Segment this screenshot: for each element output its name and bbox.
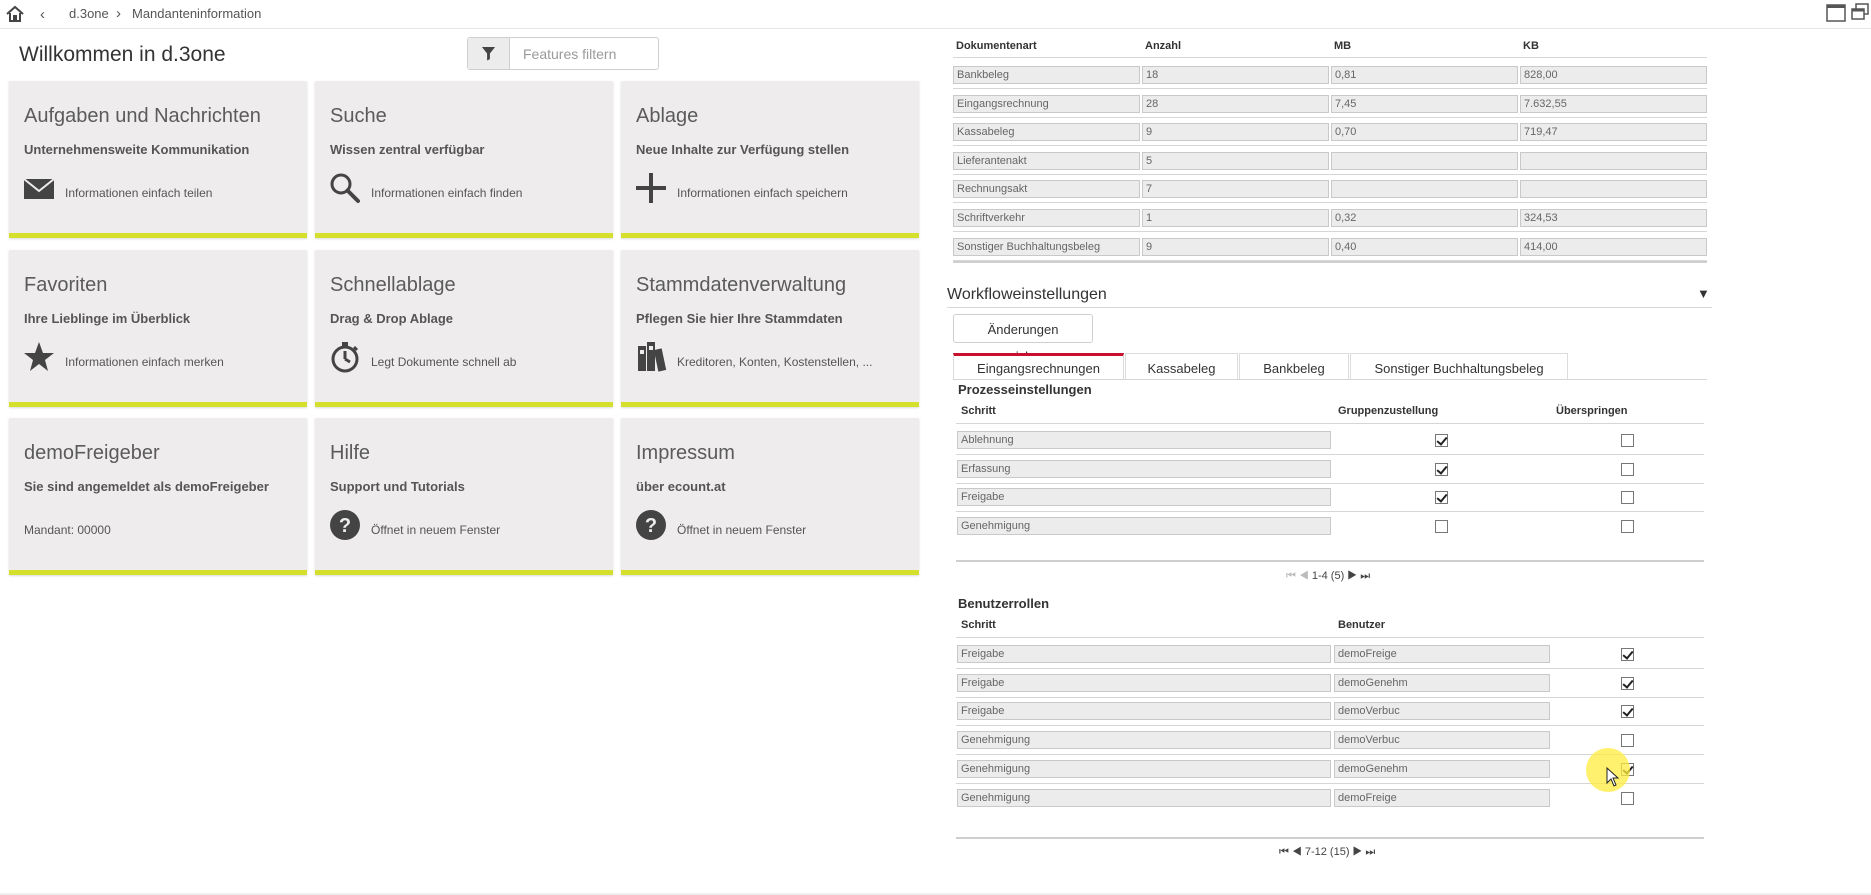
table-cell: 5 — [1142, 152, 1329, 170]
user-field: demoFreige — [1334, 645, 1550, 663]
tile-subtitle: Drag & Drop Ablage — [330, 311, 454, 326]
process-settings-title: Prozesseinstellungen — [958, 382, 1092, 397]
row-divider — [956, 725, 1704, 726]
tile-title: Stammdatenverwaltung — [636, 274, 847, 296]
table-cell — [1331, 180, 1518, 198]
table-cell: 828,00 — [1520, 66, 1707, 84]
table-cell: 719,47 — [1520, 123, 1707, 141]
tile-info: Mandant: 00000 — [24, 523, 111, 537]
header-divider — [953, 57, 1707, 58]
role-assign-checkbox[interactable] — [1621, 677, 1634, 690]
column-header: Anzahl — [1145, 40, 1182, 52]
window-restore-icon[interactable] — [1851, 3, 1869, 21]
user-field: demoFreige — [1334, 789, 1550, 807]
tile-link[interactable]: Öffnet in neuem Fenster — [677, 523, 807, 537]
feature-tile[interactable] — [621, 81, 919, 238]
prev-page-icon[interactable]: ◀ — [1291, 846, 1305, 858]
role-assign-checkbox[interactable] — [1621, 705, 1634, 718]
feature-tile[interactable] — [9, 418, 307, 575]
feature-tile[interactable] — [621, 418, 919, 575]
tile-title: demoFreigeber — [24, 442, 160, 464]
column-header: Schritt — [961, 405, 996, 417]
column-header: KB — [1523, 40, 1539, 52]
filter-button[interactable] — [468, 38, 510, 69]
row-divider — [956, 511, 1704, 512]
tile-title: Favoriten — [24, 274, 108, 296]
row-divider — [953, 88, 1707, 89]
row-divider — [953, 174, 1707, 175]
back-chevron-icon[interactable]: ‹ — [40, 6, 45, 23]
header-divider — [956, 423, 1704, 424]
step-field: Freigabe — [957, 702, 1331, 720]
feature-tile[interactable] — [315, 81, 613, 238]
column-header: Gruppenzustellung — [1338, 405, 1439, 417]
user-field: demoVerbuc — [1334, 702, 1550, 720]
binders-icon — [634, 340, 668, 374]
step-field: Genehmigung — [957, 517, 1331, 535]
role-assign-checkbox[interactable] — [1621, 792, 1634, 805]
svg-text:?: ? — [644, 515, 658, 537]
user-field: demoVerbuc — [1334, 731, 1550, 749]
row-divider — [956, 668, 1704, 669]
feature-tile[interactable] — [315, 250, 613, 407]
tile-subtitle: Neue Inhalte zur Verfügung stellen — [636, 142, 850, 157]
tab-eingangsrechnungen[interactable]: Eingangsrechnungen — [953, 353, 1124, 380]
row-divider — [956, 697, 1704, 698]
breadcrumb-current: Mandanteninformation — [132, 6, 262, 21]
tile-link[interactable]: Öffnet in neuem Fenster — [371, 523, 501, 537]
svg-text:?: ? — [338, 515, 352, 537]
table-cell: 324,53 — [1520, 209, 1707, 227]
home-icon[interactable] — [5, 4, 25, 24]
tile-subtitle: Ihre Lieblinge im Überblick — [24, 311, 191, 326]
tile-link[interactable]: Informationen einfach merken — [65, 355, 224, 369]
column-header: Dokumentenart — [956, 40, 1037, 52]
feature-tile[interactable] — [9, 81, 307, 238]
table-cell: 7,45 — [1331, 95, 1518, 113]
role-assign-checkbox[interactable] — [1621, 734, 1634, 747]
table-cell: 1 — [1142, 209, 1329, 227]
step-field: Freigabe — [957, 645, 1331, 663]
tile-subtitle: Sie sind angemeldet als demoFreigeber — [24, 479, 269, 494]
group-delivery-checkbox[interactable] — [1435, 463, 1448, 476]
first-page-icon[interactable]: ⏮ — [1279, 846, 1292, 858]
process-pager — [1286, 570, 1370, 583]
tab-kassabeleg[interactable]: Kassabeleg — [1125, 353, 1238, 380]
breadcrumb-separator-icon: › — [116, 5, 121, 22]
table-bottom-border — [953, 261, 1707, 263]
table-cell: 9 — [1142, 123, 1329, 141]
tab-bankbeleg[interactable]: Bankbeleg — [1239, 353, 1349, 380]
step-field: Ablehnung — [957, 431, 1331, 449]
column-header: Überspringen — [1556, 405, 1628, 417]
table-cell: Schriftverkehr — [953, 209, 1140, 227]
step-field: Genehmigung — [957, 731, 1331, 749]
group-delivery-checkbox[interactable] — [1435, 520, 1448, 533]
tile-title: Aufgaben und Nachrichten — [24, 105, 261, 127]
skip-checkbox[interactable] — [1621, 520, 1634, 533]
user-field: demoGenehm — [1334, 760, 1550, 778]
row-divider — [953, 145, 1707, 146]
feature-filter — [467, 37, 659, 70]
roles-pager — [1279, 846, 1375, 859]
tile-title: Impressum — [636, 442, 735, 464]
tile-subtitle: Unternehmensweite Kommunikation — [24, 142, 250, 157]
tile-title: Ablage — [636, 105, 699, 127]
tile-link[interactable]: Kreditoren, Konten, Kostenstellen, ... — [677, 355, 873, 369]
tab-sonstiger-buchhaltungsbeleg[interactable]: Sonstiger Buchhaltungsbeleg — [1350, 353, 1568, 380]
table-cell: 7.632,55 — [1520, 95, 1707, 113]
tile-title: Hilfe — [330, 442, 371, 464]
table-cell — [1520, 180, 1707, 198]
envelope-icon — [22, 171, 56, 205]
tile-link[interactable]: Informationen einfach finden — [371, 186, 523, 200]
magnifier-icon — [328, 171, 362, 205]
mouse-pointer-icon — [1606, 767, 1620, 787]
row-divider — [956, 454, 1704, 455]
table-cell: 0,40 — [1331, 238, 1518, 256]
table-cell: Bankbeleg — [953, 66, 1140, 84]
column-header: MB — [1334, 40, 1352, 52]
skip-checkbox[interactable] — [1621, 434, 1634, 447]
feature-filter-input[interactable] — [511, 38, 658, 69]
header-divider — [956, 637, 1704, 638]
table-cell — [1331, 152, 1518, 170]
tile-subtitle: Support und Tutorials — [330, 479, 465, 494]
tile-title: Schnellablage — [330, 274, 456, 296]
feature-tile[interactable] — [315, 418, 613, 575]
feature-tile[interactable] — [621, 250, 919, 407]
page-indicator: 1-4 (5) — [1311, 570, 1345, 582]
table-cell: Lieferantenakt — [953, 152, 1140, 170]
tabs-divider — [953, 379, 1707, 380]
tile-subtitle: Pflegen Sie hier Ihre Stammdaten — [636, 311, 843, 326]
tile-link[interactable]: Legt Dokumente schnell ab — [371, 355, 517, 369]
step-field: Freigabe — [957, 674, 1331, 692]
table-cell: 18 — [1142, 66, 1329, 84]
skip-checkbox[interactable] — [1621, 463, 1634, 476]
skip-checkbox[interactable] — [1621, 491, 1634, 504]
window-maximize-icon[interactable] — [1826, 4, 1846, 22]
next-page-icon[interactable]: ▶ — [1349, 846, 1366, 858]
step-field: Genehmigung — [957, 789, 1331, 807]
step-field: Genehmigung — [957, 760, 1331, 778]
table-cell — [1520, 152, 1707, 170]
collapse-triangle-icon[interactable]: ▼ — [1697, 286, 1710, 301]
table-bottom-border — [956, 837, 1704, 839]
group-delivery-checkbox[interactable] — [1435, 434, 1448, 447]
table-cell: Sonstiger Buchhaltungsbeleg — [953, 238, 1140, 256]
table-cell: 0,70 — [1331, 123, 1518, 141]
section-divider — [947, 307, 1712, 308]
stopwatch-icon — [328, 340, 362, 374]
page-indicator: 7-12 (15) — [1304, 846, 1350, 858]
top-bar — [0, 0, 1871, 29]
step-field: Freigabe — [957, 488, 1331, 506]
next-page-icon[interactable]: ▶ — [1344, 570, 1361, 582]
question-icon — [328, 508, 362, 542]
star-icon — [22, 340, 56, 374]
page-title: Willkommen in d.3one — [19, 43, 226, 66]
save-changes-button[interactable]: Änderungen — [953, 314, 1093, 343]
first-page-icon[interactable]: ⏮ — [1286, 570, 1299, 582]
funnel-icon — [481, 46, 496, 61]
feature-tile[interactable] — [9, 250, 307, 407]
table-cell: 0,81 — [1331, 66, 1518, 84]
workflow-section-title: Workfloweinstellungen — [947, 286, 1107, 303]
breadcrumb-root[interactable]: d.3one — [69, 6, 109, 21]
column-header: Schritt — [961, 619, 996, 631]
user-roles-title: Benutzerrollen — [958, 596, 1050, 611]
row-divider — [953, 231, 1707, 232]
group-delivery-checkbox[interactable] — [1435, 491, 1448, 504]
row-divider — [953, 202, 1707, 203]
tile-subtitle: über ecount.at — [636, 479, 726, 494]
tile-title: Suche — [330, 105, 387, 127]
table-cell: 414,00 — [1520, 238, 1707, 256]
table-cell: 7 — [1142, 180, 1329, 198]
user-field: demoGenehm — [1334, 674, 1550, 692]
role-assign-checkbox[interactable] — [1621, 648, 1634, 661]
table-bottom-border — [956, 560, 1704, 562]
row-divider — [953, 117, 1707, 118]
table-cell: 0,32 — [1331, 209, 1518, 227]
tile-subtitle: Wissen zentral verfügbar — [330, 142, 485, 157]
plus-icon — [634, 171, 668, 205]
question-icon — [634, 508, 668, 542]
row-divider — [956, 483, 1704, 484]
table-cell: Eingangsrechnung — [953, 95, 1140, 113]
tile-link[interactable]: Informationen einfach teilen — [65, 186, 213, 200]
last-page-icon[interactable]: ⏭ — [1360, 570, 1371, 582]
table-cell: Kassabeleg — [953, 123, 1140, 141]
column-header: Benutzer — [1338, 619, 1386, 631]
table-cell: 9 — [1142, 238, 1329, 256]
step-field: Erfassung — [957, 460, 1331, 478]
table-cell: Rechnungsakt — [953, 180, 1140, 198]
tile-link[interactable]: Informationen einfach speichern — [677, 186, 848, 200]
table-cell: 28 — [1142, 95, 1329, 113]
prev-page-icon[interactable]: ◀ — [1298, 570, 1312, 582]
last-page-icon[interactable]: ⏭ — [1365, 846, 1376, 858]
